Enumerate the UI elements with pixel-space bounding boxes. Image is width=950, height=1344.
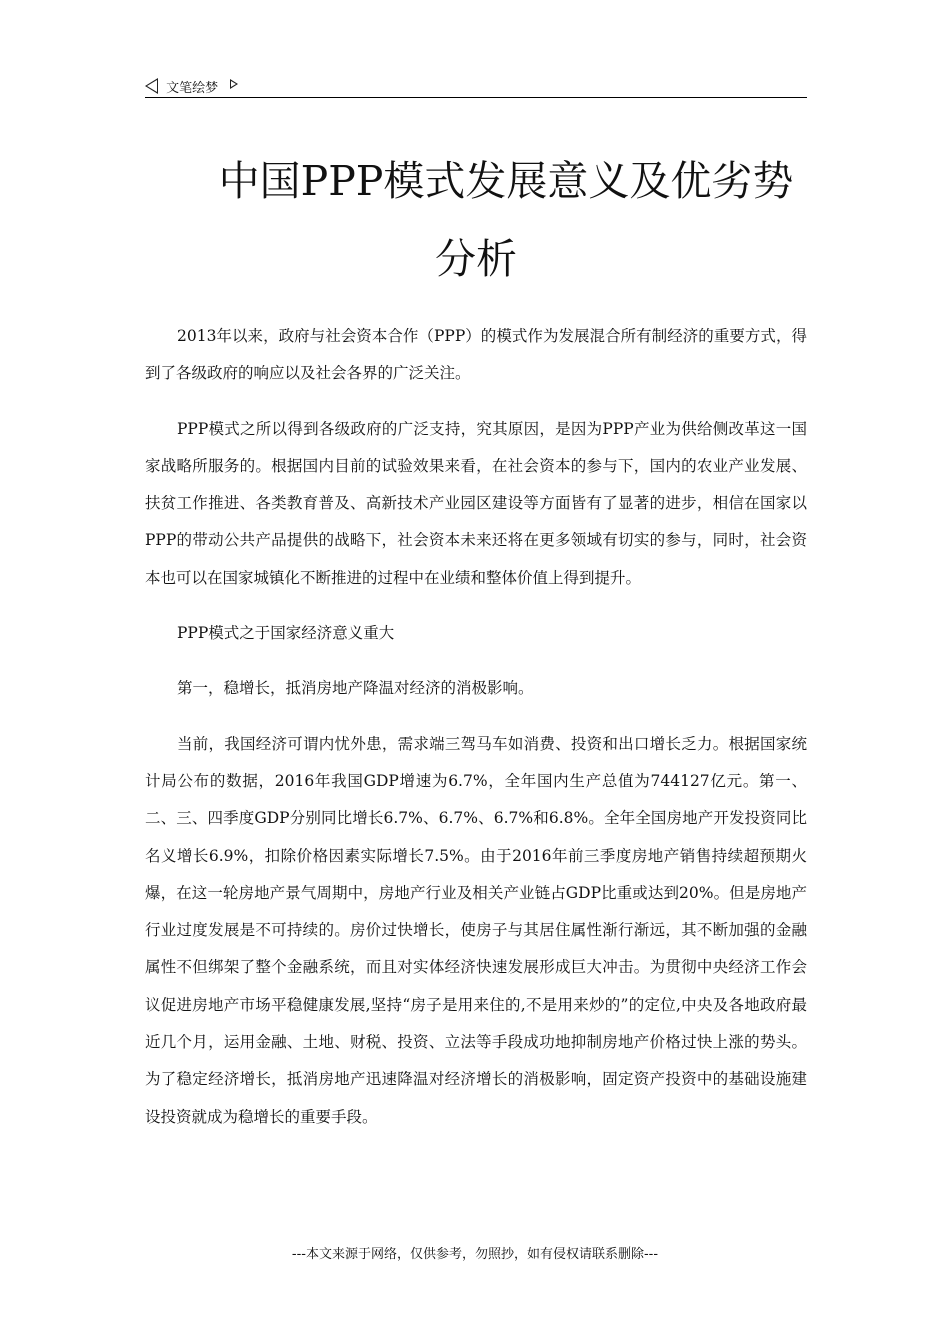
title-line-1: 中国PPP模式发展意义及优劣势 [218, 157, 794, 205]
paragraph-current: 当前，我国经济可谓内忧外患，需求端三驾马车如消费、投资和出口增长乏力。根据国家统计局公布的数据，2016年我国GDP增速为6.7%，全年国内生产总值为744127亿元。第一、二、三、四季度GDP分别同比增长6.7%、6.7%、6.7%和6.8%。全年全国房地产开发投资同比名义增长6.9%，扣除价格因素实际增长7.5%。由于2016年前三季度房地产销售持续超预期火爆，在这一轮房地产景气周期中，房地产行业及相关产业链占GDP比重或达到20%。但是房地产行业过度发展是不可持续的。房价过快增长，使房子与其居住属性渐行渐远，其不断加强的金融属性不但绑架了整个金融系统，而且对实体经济快速发展形成巨大冲击。为贯彻中央经济工作会议促进房地产市场平稳健康发展,坚持“房子是用来住的,不是用来炒的”的定位,中央及各地政府最近几个月，运用金融、土地、财税、投资、立法等手段成功地抑制房地产价格过快上涨的势头。为了稳定经济增长，抵消房地产迅速降温对经济增长的消极影响，固定资产投资中的基础设施建设投资就成为稳增长的重要手段。 [145, 734, 807, 1126]
page-footer: ---本文来源于网络，仅供参考，勿照抄，如有侵权请联系删除--- [291, 1247, 659, 1262]
triangle-left-icon [145, 78, 158, 94]
point-first: 第一，稳增长，抵消房地产降温对经济的消极影响。 [177, 679, 534, 698]
title-line-2: 分析 [435, 235, 517, 283]
page-header [145, 76, 807, 96]
header-text: 文笔绘梦 [166, 81, 219, 96]
header-divider [145, 97, 807, 98]
paragraph-intro: 2013年以来，政府与社会资本合作（PPP）的模式作为发展混合所有制经济的重要方式，得到了各级政府的响应以及社会各界的广泛关注。 [145, 327, 807, 383]
document-title [145, 142, 807, 298]
document-body [145, 318, 807, 1154]
triangle-right-icon [230, 79, 238, 89]
paragraph-reason: PPP模式之所以得到各级政府的广泛支持，究其原因，是因为PPP产业为供给侧改革这一国家战略所服务的。根据国内目前的试验效果来看，在社会资本的参与下，国内的农业产业发展、扶贫工作推进、各类教育普及、高新技术产业园区建设等方面皆有了显著的进步，相信在国家以PPP的带动公共产品提供的战略下，社会资本未来还将在更多领域有切实的参与，同时，社会资本也可以在国家城镇化不断推进的过程中在业绩和整体价值上得到提升。 [145, 419, 807, 587]
section-heading: PPP模式之于国家经济意义重大 [177, 624, 395, 643]
